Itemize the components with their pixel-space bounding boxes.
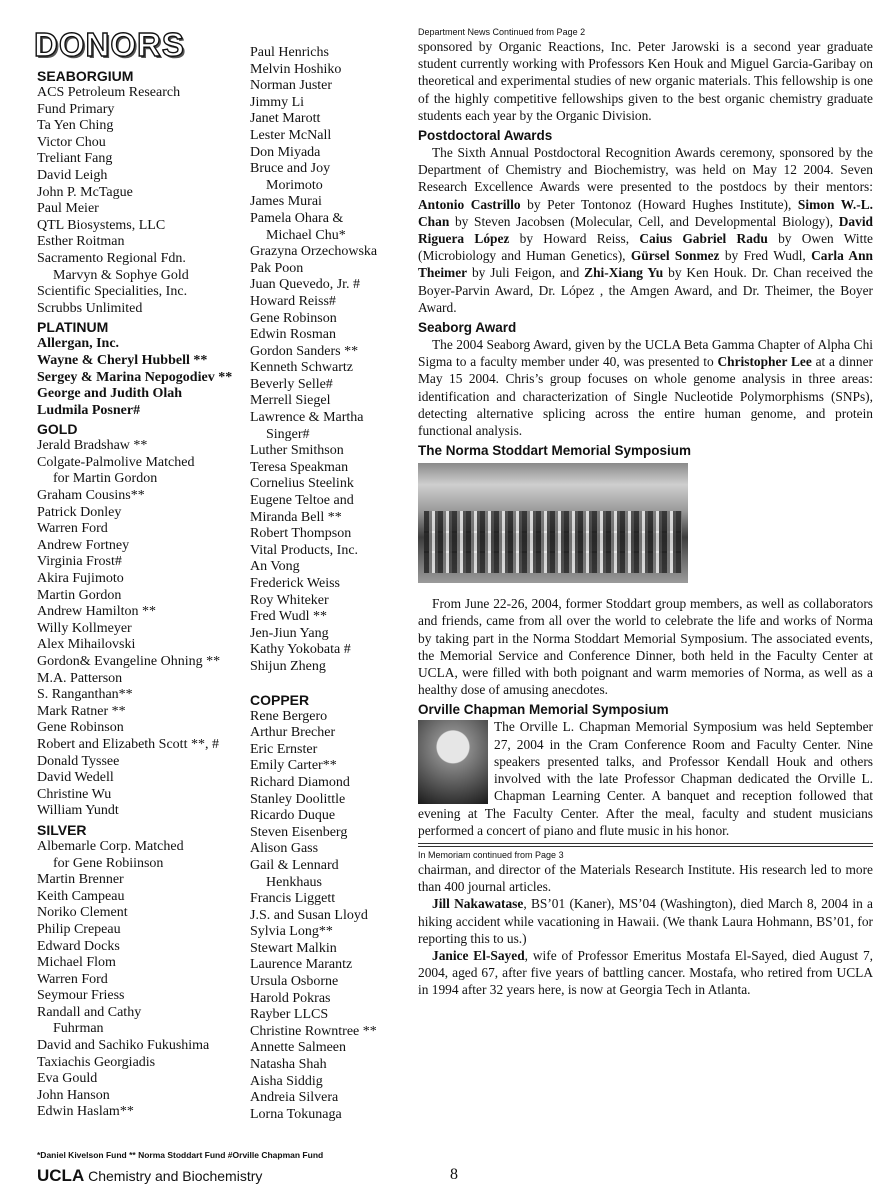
donors-title: DONORS — [34, 26, 185, 63]
donor-name: Lawrence & Martha — [250, 410, 364, 426]
donor-name: Albemarle Corp. Matched — [37, 838, 184, 854]
donor-name: J.S. and Susan Lloyd — [250, 907, 368, 923]
donor-name: Robert Thompson — [250, 526, 352, 542]
donor-name: Michael Flom — [37, 955, 116, 971]
donor-name: Jen-Jiun Yang — [250, 625, 329, 641]
donor-name: Laurence Marantz — [250, 957, 353, 973]
donor-name: Pamela Ohara & — [250, 210, 344, 226]
donor-name: Colgate-Palmolive Matched — [37, 454, 195, 470]
heading-stoddart-symposium: The Norma Stoddart Memorial Symposium — [418, 443, 692, 459]
donor-name: Randall and Cathy — [37, 1004, 142, 1020]
donor-name: Luther Smithson — [250, 443, 344, 459]
donor-name: Arthur Brecher — [250, 725, 336, 741]
donor-name: Fred Wudl ** — [250, 609, 327, 625]
donor-name: Cornelius Steelink — [250, 476, 354, 492]
donor-name: Steven Eisenberg — [250, 824, 348, 840]
donor-name: Annette Salmeen — [250, 1040, 347, 1056]
donor-name: Lester McNall — [250, 127, 332, 143]
donor-name: Allergan, Inc. — [37, 336, 120, 352]
donor-name: Vital Products, Inc. — [250, 542, 359, 558]
donor-name: Kenneth Schwartz — [250, 360, 354, 376]
donor-name: John Hanson — [37, 1087, 110, 1103]
donor-name: Warren Ford — [37, 521, 108, 537]
donor-name: Pak Poon — [250, 260, 304, 276]
chapman-portrait — [418, 720, 488, 804]
donor-name: Juan Quevedo, Jr. # — [250, 277, 361, 293]
donor-name: Wayne & Cheryl Hubbell ** — [37, 352, 208, 368]
chapman-paragraph: The Orville L. Chapman Memorial Symposium was held September 27, 2004 in the Cram Conference Room and Faculty Center. Nine speakers presented talks, and Professor Kendall Houk and others involved with the late Professor Chapman dedicated the Orville L. Chapman Learning Center. A banquet and reception followed that evening at The Faculty Center. After the meal, faculty and student musicians performed a concert of piano and flute music in his honor. — [418, 719, 873, 838]
memoriam-paragraph-3: Janice El-Sayed, wife of Professor Emeritus Mostafa El-Sayed, died August 7, 2004, aged 67, after five years of battling cancer. Mostafa, who retired from UCLA in 1994 after 32 years here, is now at Georgia Tech in Atlanta. — [418, 947, 873, 998]
postdoc-paragraph: The Sixth Annual Postdoctoral Recognition Awards ceremony, sponsored by the Department of Chemistry and Biochemistry, was held on May 12 2004. Seven Research Excellence Awards were presented to the postdocs by their mentors: Antonio Castrillo by Peter Tontonoz (Howard Hughes Institute), Simon W.-L. Chan by Steven Jacobsen (Molecular, Cell, and Developmental Biology), David Riguera López by Howard Reiss, Caius Gabriel Radu by Owen Witte (Microbiology and Human Genetics), Gürsel Sonmez by Fred Wudl, Carla Ann Theimer by Juli Feigon, and Zhi-Xiang Yu by Ken Houk. Dr. Chan received the Boyer-Parvin Award, Dr. López , the Amgen Award, and Dr. Theimer, the Boyer Award. — [418, 145, 873, 315]
donor-name: Ricardo Duque — [250, 808, 336, 824]
section-divider — [418, 843, 873, 847]
donor-name: Noriko Clement — [37, 905, 128, 921]
continued-label: Department News Continued from Page 2 — [418, 27, 586, 37]
donor-name: Victor Chou — [37, 134, 106, 150]
donor-name: Paul Henrichs — [250, 45, 329, 60]
donor-name: Roy Whiteker — [250, 592, 329, 608]
donor-name: Fund Primary — [37, 101, 115, 117]
heading-chapman-symposium: Orville Chapman Memorial Symposium — [418, 702, 669, 718]
donor-name: Sacramento Regional Fdn. — [37, 250, 186, 266]
news-paragraph: sponsored by Organic Reactions, Inc. Peter Jarowski is a second year graduate student currently working with Professors Ken Houk and Miguel Garcia-Garibay on theoretical and experimental studies of new organic materials. This fellowship is one of the highly competitive fellowships given to the best organic chemistry graduate students each year by the Organic Division. — [418, 39, 873, 123]
department-name: Chemistry and Biochemistry — [84, 1168, 263, 1184]
donor-name: Bruce and Joy — [250, 161, 331, 177]
donor-name: ACS Petroleum Research — [37, 85, 181, 100]
donor-name: Richard Diamond — [250, 774, 350, 790]
donor-name: Ursula Osborne — [250, 974, 339, 990]
donor-name: Keith Campeau — [37, 888, 125, 904]
stoddart-paragraph: From June 22-26, 2004, former Stoddart group members, as well as collaborators and friends, came from all over the world to celebrate the life and works of Norma by taking part in the Norma Stoddart Memorial Symposium. The associated events, the Memorial Service and Conference Dinner, both held in the Faculty Center at UCLA, were filled with both poignant and warm memories of Norma, as well as a healthy dose of amusing anecdotes. — [418, 596, 873, 698]
donor-name: David and Sachiko Fukushima — [37, 1038, 210, 1054]
donor-name: Eva Gould — [37, 1071, 98, 1087]
donor-name: Frederick Weiss — [250, 576, 340, 591]
donor-name: Morimoto — [266, 177, 323, 193]
donor-name: for Gene Robiinson — [53, 855, 164, 871]
donor-name: David Wedell — [37, 770, 114, 786]
donor-name: John P. McTague — [37, 184, 133, 200]
donor-name: Miranda Bell ** — [250, 509, 342, 525]
donor-name: M.A. Patterson — [37, 670, 123, 686]
donor-name: Grazyna Orzechowska — [250, 244, 378, 260]
donor-name: James Murai — [250, 194, 322, 210]
donor-name: Martin Brenner — [37, 872, 124, 888]
donor-name: Edwin Haslam** — [37, 1104, 134, 1120]
donor-name: Natasha Shah — [250, 1057, 327, 1073]
donor-name: Scientific Specialities, Inc. — [37, 284, 188, 300]
donor-name: Rayber LLCS — [250, 1007, 329, 1023]
donor-name: Marvyn & Sophye Gold — [53, 267, 189, 283]
donor-name: Teresa Speakman — [250, 459, 349, 475]
donor-name: Emily Carter** — [250, 758, 337, 774]
donor-name: Shijun Zheng — [250, 658, 326, 674]
donor-name: Jerald Bradshaw ** — [37, 438, 148, 454]
donor-name: Janet Marott — [250, 111, 321, 127]
donor-name: Andrew Fortney — [37, 537, 130, 553]
spacer — [250, 676, 420, 690]
donor-name: Rene Bergero — [250, 708, 328, 724]
donor-name: Gail & Lennard — [250, 857, 339, 873]
donor-name: Philip Crepeau — [37, 921, 121, 937]
donor-name: David Leigh — [37, 167, 108, 183]
donor-name: Aisha Siddig — [250, 1073, 323, 1089]
donor-name: Eugene Teltoe and — [250, 493, 354, 509]
donor-name: Edwin Rosman — [250, 327, 336, 343]
heading-postdoctoral-awards: Postdoctoral Awards — [418, 128, 553, 144]
footer-brand — [37, 1166, 262, 1186]
donor-name: Gordon& Evangeline Ohning ** — [37, 654, 221, 669]
donor-name: Ta Yen Ching — [37, 118, 114, 134]
donor-name: Patrick Donley — [37, 504, 122, 520]
donor-category: GOLD — [37, 421, 78, 438]
ucla-logo-text: UCLA — [37, 1166, 85, 1185]
donor-name: William Yundt — [37, 803, 119, 819]
donor-name: Stewart Malkin — [250, 940, 337, 956]
donor-name: Willy Kollmeyer — [37, 620, 132, 636]
donor-name: Lorna Tokunaga — [250, 1106, 342, 1122]
donor-name: Scrubbs Unlimited — [37, 300, 143, 316]
donor-name: Howard Reiss# — [250, 293, 336, 309]
donor-category: COPPER — [250, 691, 310, 708]
donor-name: George and Judith Olah — [37, 386, 183, 402]
donor-name: Jimmy Li — [250, 94, 305, 110]
donor-name: Gene Robinson — [37, 720, 124, 736]
donor-name: for Martin Gordon — [53, 471, 158, 487]
donor-name: Sylvia Long** — [250, 924, 333, 940]
donor-name: Christine Wu — [37, 786, 112, 802]
memoriam-paragraph-1: chairman, and director of the Materials Research Institute. His research led to more than 400 journal articles. — [418, 861, 873, 895]
donor-name: Michael Chu* — [266, 227, 346, 243]
donor-name: Donald Tyssee — [37, 753, 120, 769]
chapman-block — [418, 718, 873, 838]
donor-name: Graham Cousins** — [37, 488, 145, 504]
donor-name: Eric Ernster — [250, 741, 318, 757]
donor-column-2 — [250, 45, 420, 1123]
donor-name: QTL Biosystems, LLC — [37, 217, 166, 233]
donor-name: Melvin Hoshiko — [250, 61, 342, 77]
donor-name: Robert and Elizabeth Scott **, # — [37, 736, 219, 752]
donor-column-1 — [37, 66, 252, 1121]
donor-name: Treliant Fang — [37, 151, 113, 167]
donor-name: Ludmila Posner# — [37, 402, 141, 418]
donor-name: Beverly Selle# — [250, 376, 333, 392]
donor-name: Norman Juster — [250, 78, 333, 94]
donor-name: Merrell Siegel — [250, 393, 331, 409]
memoriam-paragraph-2: Jill Nakawatase, BS’01 (Kaner), MS’04 (Washington), died March 8, 2004 in a hiking accident while vacationing in Hawaii. (We thank Laura Hohmann, BS’01, for reporting this to us.) — [418, 896, 873, 946]
donor-category: SILVER — [37, 821, 87, 838]
donor-name: Virginia Frost# — [37, 554, 122, 570]
donor-name: Stanley Doolittle — [250, 791, 346, 807]
donor-category: PLATINUM — [37, 319, 109, 336]
donor-name: An Vong — [250, 559, 300, 575]
news-column — [418, 26, 873, 999]
donor-name: Francis Liggett — [250, 891, 336, 907]
donor-name: Andrew Hamilton ** — [37, 604, 156, 620]
donor-name: Henkhaus — [266, 874, 322, 890]
donor-name: Don Miyada — [250, 144, 321, 160]
fund-footnote: *Daniel Kivelson Fund ** Norma Stoddart Fund #Orville Chapman Fund — [37, 1150, 324, 1160]
donor-name: Mark Ratner ** — [37, 703, 126, 719]
donor-name: Sergey & Marina Nepogodiev ** — [37, 369, 233, 385]
donor-name: Taxiachis Georgiadis — [37, 1054, 156, 1070]
donor-name: Alison Gass — [250, 841, 319, 857]
donor-name: Harold Pokras — [250, 990, 331, 1006]
donor-name: Martin Gordon — [37, 587, 122, 603]
donor-name: Singer# — [266, 426, 310, 442]
donor-name: Gene Robinson — [250, 310, 337, 326]
donor-name: Akira Fujimoto — [37, 571, 124, 587]
donor-name: Seymour Friess — [37, 988, 125, 1004]
heading-seaborg-award: Seaborg Award — [418, 320, 517, 336]
donor-name: Warren Ford — [37, 971, 108, 987]
group-photo — [418, 463, 688, 583]
donor-name: Christine Rowntree ** — [250, 1023, 377, 1039]
donor-name: Fuhrman — [53, 1021, 104, 1037]
donor-name: Esther Roitman — [37, 234, 125, 250]
donor-name: Edward Docks — [37, 938, 120, 954]
memoriam-label: In Memoriam continued from Page 3 — [418, 849, 564, 860]
donor-name: S. Ranganthan** — [37, 687, 133, 703]
donor-category: SEABORGIUM — [37, 68, 134, 84]
donor-name: Kathy Yokobata # — [250, 642, 351, 658]
page-number: 8 — [450, 1166, 458, 1183]
donor-name: Gordon Sanders ** — [250, 343, 359, 359]
donor-name: Alex Mihailovski — [37, 637, 136, 653]
seaborg-paragraph: The 2004 Seaborg Award, given by the UCLA Beta Gamma Chapter of Alpha Chi Sigma to a faculty member under 40, was presented to Christopher Lee at a dinner May 15 2004. Chris’s group focuses on whole genome analysis in three areas: identification and characterization of Single Nucleotide Polymorphisms (SNPs), detecting alternative splicing across the entire human genome, and protein functional analysis. — [418, 337, 873, 439]
donor-name: Paul Meier — [37, 201, 99, 217]
donor-name: Andreia Silvera — [250, 1090, 339, 1106]
